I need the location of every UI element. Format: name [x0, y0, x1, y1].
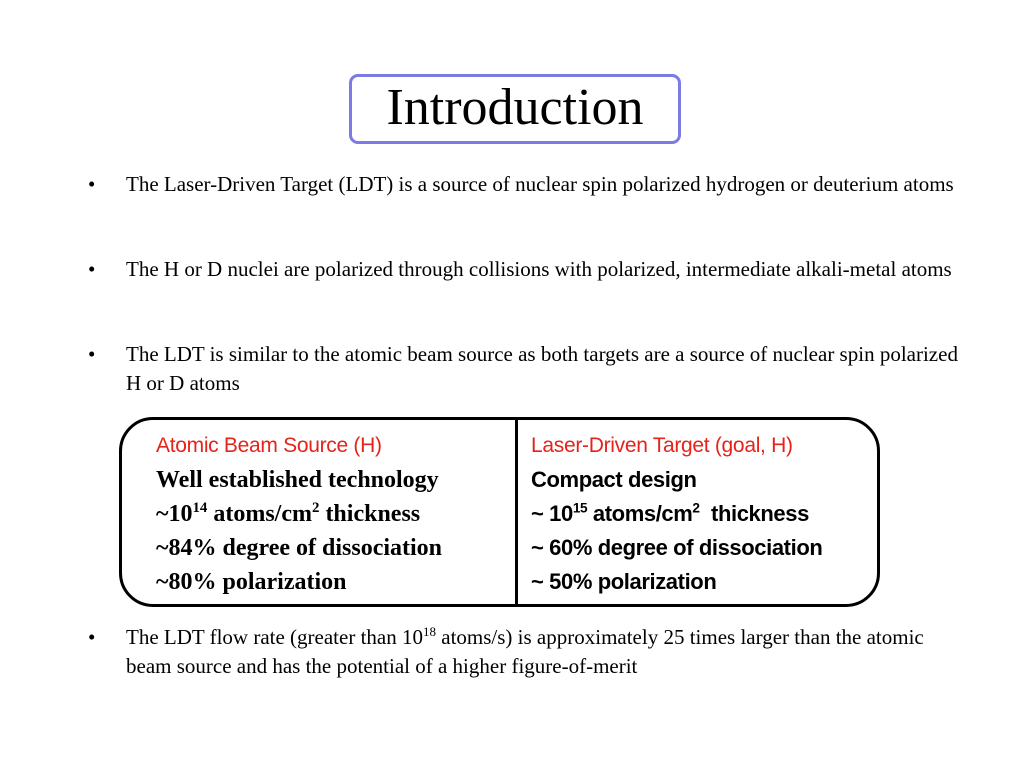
technology-line: Well established technology	[156, 467, 439, 493]
unit-exponent: 2	[692, 500, 700, 516]
thickness-exponent: 14	[192, 500, 208, 516]
thickness-unit: atoms/cm	[207, 501, 312, 527]
flow-rate-text-end: atoms/s) is approximately 25 times larger than the atomic beam source and has the potential of a higher figure-of-merit	[126, 625, 924, 678]
thickness-line	[156, 497, 442, 531]
thickness-line	[531, 497, 822, 531]
bullet-item	[88, 340, 958, 398]
thickness-prefix: ~ 10	[531, 501, 573, 526]
column-heading: Atomic Beam Source (H)	[156, 434, 382, 457]
laser-driven-target-column	[531, 429, 822, 599]
column-divider	[515, 420, 518, 604]
title-box	[349, 74, 681, 144]
thickness-exponent: 15	[572, 500, 588, 516]
comparison-box	[119, 417, 880, 607]
column-heading: Laser-Driven Target (goal, H)	[531, 434, 793, 457]
bullet-text: The H or D nuclei are polarized through collisions with polarized, intermediate alkali-metal atoms	[126, 257, 952, 281]
thickness-unit: atoms/cm	[587, 501, 693, 526]
bullet-marker: •	[88, 625, 96, 649]
polarization-line: ~80% polarization	[156, 569, 347, 595]
bullet-item	[88, 255, 958, 284]
bullet-text: The LDT is similar to the atomic beam source as both targets are a source of nuclear spin polarized H or D atoms	[126, 342, 958, 395]
bullet-item	[88, 170, 958, 199]
atomic-beam-source-column	[156, 429, 442, 599]
polarization-line: ~ 50% polarization	[531, 569, 717, 594]
technology-line: Compact design	[531, 467, 697, 492]
bullet-marker: •	[88, 257, 96, 281]
bullet-text: The Laser-Driven Target (LDT) is a source of nuclear spin polarized hydrogen or deuterium atoms	[126, 172, 954, 196]
thickness-suffix: thickness	[319, 501, 421, 527]
flow-rate-exponent: 18	[422, 624, 436, 639]
thickness-suffix: thickness	[699, 501, 809, 526]
thickness-prefix: ~10	[156, 501, 193, 527]
bullet-text	[126, 623, 958, 681]
flow-rate-text-start: The LDT flow rate (greater than 10	[126, 625, 423, 649]
dissociation-line: ~ 60% degree of dissociation	[531, 535, 823, 560]
bullet-marker: •	[88, 172, 96, 196]
dissociation-line: ~84% degree of dissociation	[156, 535, 443, 561]
unit-exponent: 2	[312, 500, 320, 516]
bullet-item	[88, 623, 958, 681]
bullet-marker: •	[88, 342, 96, 366]
page-title: Introduction	[386, 79, 644, 136]
